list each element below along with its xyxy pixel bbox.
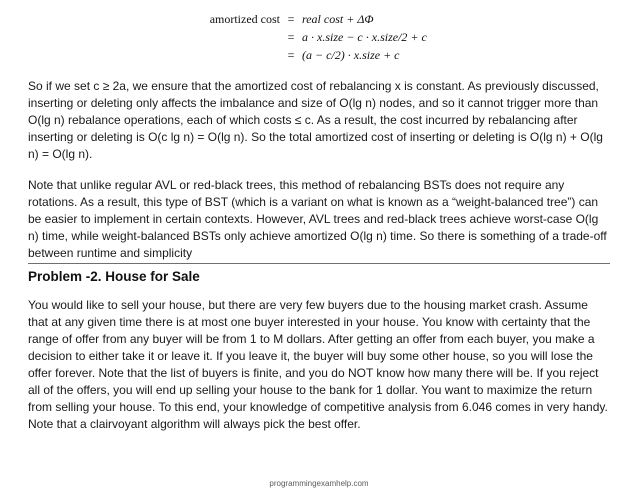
equation-rhs: (a − c/2) · x.size + c [302,48,400,62]
equation-lhs [200,46,284,64]
section-divider [28,263,610,264]
paragraph-weight-balanced-tree: Note that unlike regular AVL or red-black trees, this method of rebalancing BSTs does not require any rotations. As a result, this type of BST (which is a variant on what is known as a “weight-balanced tree”) can be easier to implement in certain contexts. However, AVL trees and red-black trees achieve worst-case O(lg n) time, while weight-balanced BSTs only achieve amortized O(lg n) time. So there is something of a trade-off between runtime and simplicity [28,178,607,260]
amortized-cost-equation [200,10,427,64]
equation-row-1 [200,10,427,28]
problem-heading: Problem -2. House for Sale [28,269,200,284]
equation-relation: = [287,30,295,44]
equation-row-3 [200,46,427,64]
equation-lhs [200,28,284,46]
paragraph-amortized-analysis: So if we set c ≥ 2a, we ensure that the amortized cost of rebalancing x is constant. As previously discussed, inserting or deleting only affects the imbalance and size of O(lg n) nodes, and so it cannot trigger more than O(lg n) rebalance operations, each of which costs ≤ c. As a result, the cost incurred by rebalancing after inserting or deleting is O(c lg n) = O(lg n). So the total amortized cost of inserting or deleting is O(lg n) + O(lg n) = O(lg n). [28,79,603,161]
equation-relation: = [287,48,295,62]
equation-relation: = [287,12,295,26]
equation-row-2 [200,28,427,46]
equation-rhs: real cost + ΔΦ [302,12,374,26]
equation-lhs: amortized cost [209,12,280,26]
paragraph-house-for-sale: You would like to sell your house, but there are very few buyers due to the housing market crash. Assume that at any given time there is at most one buyer interested in your house. You know with certainty that the range of offer from any buyer will be from 1 to M dollars. After getting an offer from each buyer, you make a decision to either take it or leave it. If you leave it, the buyer will buy some other house, so you will lose the offer forever. Note that the list of buyers is finite, and you do NOT know how many there will be. If you reject all of the offers, you will end up selling your house to the bank for 1 dollar. You want to maximize the return from selling your house. To this end, your knowledge of competitive analysis from 6.046 comes in very handy. Note that a clairvoyant algorithm will always pick the best offer. [28,298,608,431]
document-body [28,78,610,433]
equation-rhs: a · x.size − c · x.size/2 + c [302,30,427,44]
footer-watermark: programmingexamhelp.com [269,479,369,488]
